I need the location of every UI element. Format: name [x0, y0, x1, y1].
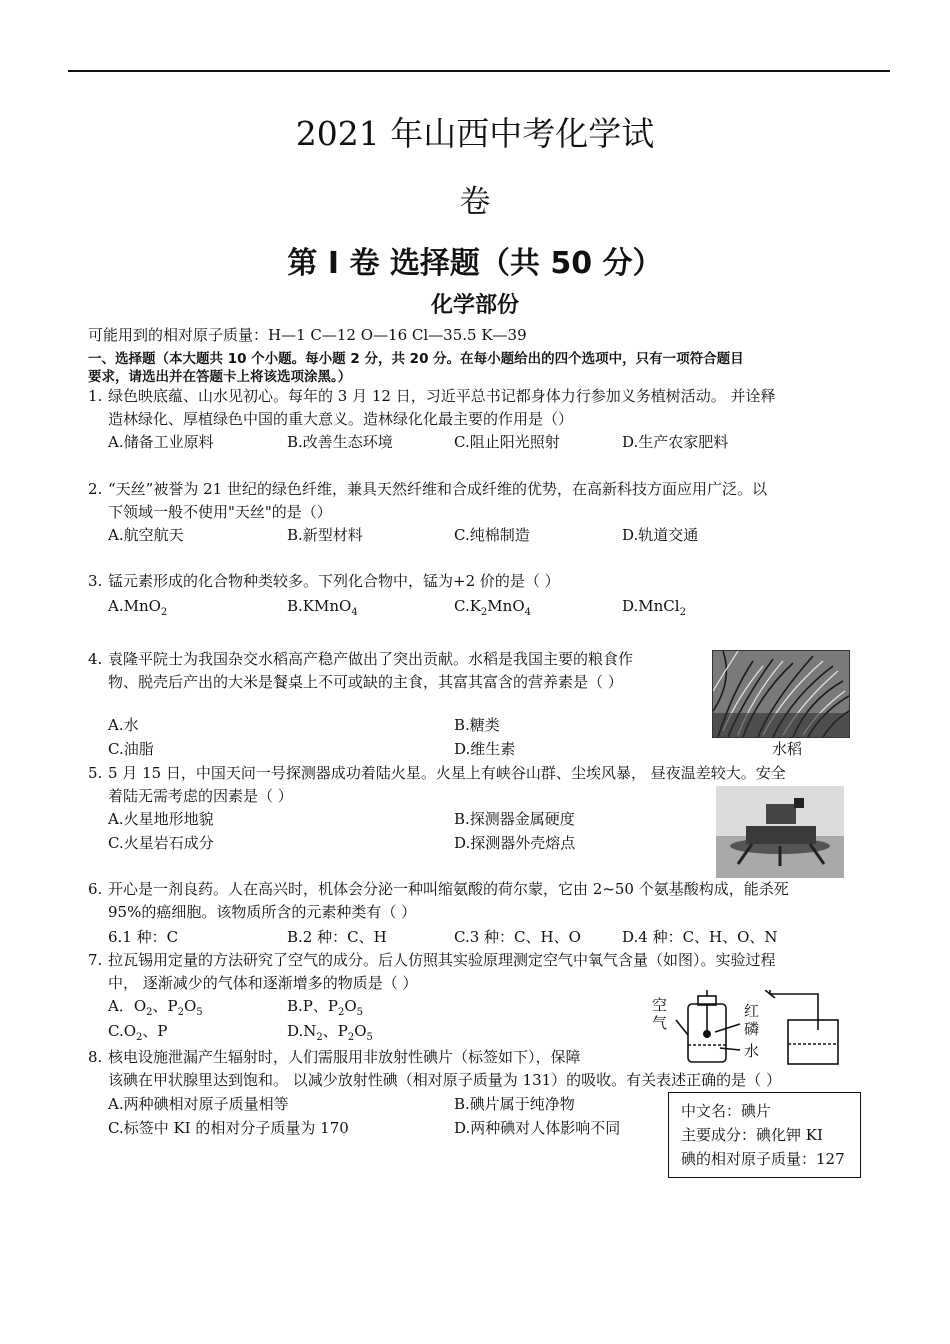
option-b: B.KMnO$_4$	[287, 597, 358, 618]
question-text: “天丝”被誉为 21 世纪的绿色纤维，兼具天然纤维和合成纤维的优势，在高新科技方面应用广泛。以	[108, 480, 767, 498]
option-c: $C.K_2MnO_4$	[454, 597, 531, 618]
mars-rover-photo	[716, 786, 844, 878]
question-text: 95%的癌细胞。该物质所含的元素种类有（ ）	[108, 903, 417, 921]
instructions-line1: 一、选择题（本大题共 10 个小题。每小题 2 分，共 20 分。在每小题给出的四个选项中，只有一项符合题目	[88, 351, 744, 367]
question-text: 造林绿化、厚植绿色中国的重大意义。造林绿化化最主要的作用是（）	[108, 410, 574, 428]
question-text: 下领域一般不使用"天丝"的是（）	[108, 503, 332, 521]
question-4: 4. 袁隆平院士为我国杂交水稻高产稳产做出了突出贡献。水稻是我国主要的粮食作 物、脱壳后产出的大米是餐桌上不可或缺的主食，其富其富含的营养素是（ ） A.水 B.糖类 C.油脂 D.维生素 水稻	[88, 650, 803, 758]
air-label: 空气	[652, 996, 668, 1032]
question-text: 拉瓦锡用定量的方法研究了空气的成分。后人仿照其实验原理测定空气中氧气含量（如图）。实验过程	[108, 951, 776, 969]
option-c: C.标签中 KI 的相对分子质量为 170	[108, 1119, 349, 1137]
option-a: A．$O_2$、$P_2O_5$	[108, 997, 203, 1018]
question-text: 绿色映底蕴、山水见初心。每年的 3 月 12 日，习近平总书记都身体力行参加义务植树活动。 并诠释	[108, 387, 776, 405]
option-b: B.新型材料	[287, 526, 363, 544]
option-c: $C.O_2$、P	[108, 1022, 168, 1043]
option-d: D.MnCl$_2$	[622, 597, 686, 618]
question-text: 物、脱壳后产出的大米是餐桌上不可或缺的主食，其富其富含的营养素是（ ）	[108, 673, 623, 691]
option-a: A.水	[108, 716, 139, 734]
atomic-masses: 可能用到的相对原子质量：H—1 C—12 O—16 Cl—35.5 K—39	[88, 326, 527, 344]
question-1: 1. 绿色映底蕴、山水见初心。每年的 3 月 12 日，习近平总书记都身体力行参加义务植树活动。 并诠释 造林绿化、厚植绿色中国的重大意义。造林绿化化最主要的作用是（） A.储备工业原料 B.改善生态环境 C.阻止阳光照射 D.生产农家肥料	[88, 387, 776, 451]
question-text: 核电设施泄漏产生辐射时，人们需服用非放射性碘片（标签如下），保障	[108, 1048, 581, 1066]
red-phosphorus-label: 红磷	[744, 1002, 760, 1038]
rice-photo	[712, 650, 850, 738]
option-d: $D.N_2$、$P_2O_5$	[287, 1022, 373, 1043]
question-6: 6. 开心是一剂良药。人在高兴时，机体会分泌一种叫缩氨酸的荷尔蒙，它由 2~50 个氨基酸构成，能杀死 95%的癌细胞。该物质所含的元素种类有（ ） 6.1 种：C B.2 种：C、H C.3 种：C、H、O D.4 种：C、H、O、N	[88, 880, 789, 946]
iodine-tablet-label	[668, 1092, 861, 1178]
option-a: A.两种碘相对原子质量相等	[108, 1095, 289, 1113]
option-d: D.轨道交通	[622, 526, 699, 544]
option-d: D.维生素	[454, 740, 516, 758]
option-d: D.生产农家肥料	[622, 433, 729, 451]
question-text: 5 月 15 日，中国天问一号探测器成功着陆火星。火星上有峡谷山群、尘埃风暴， 昼夜温差较大。安全	[108, 764, 786, 782]
question-8: 8. 核电设施泄漏产生辐射时，人们需服用非放射性碘片（标签如下），保障 该碘在甲状腺里达到饱和。 以减少放射性碘（相对原子质量为 131）的吸收。有关表述正确的是（ ） A.两种碘相对原子质量相等 B.碘片属于纯净物 C.标签中 KI 的相对分子质量为 170 D.两种碘对人体影响不同	[88, 1048, 781, 1137]
option-d: D.两种碘对人体影响不同	[454, 1119, 621, 1137]
question-text: 袁隆平院士为我国杂交水稻高产稳产做出了突出贡献。水稻是我国主要的粮食作	[108, 650, 634, 668]
question-text: 锰元素形成的化合物种类较多。下列化合物中，锰为+2 价的是（ ）	[108, 572, 560, 590]
option-a: A.航空航天	[108, 526, 184, 544]
option-b: B.P、$P_2O_5$	[287, 997, 364, 1018]
option-c: C.3 种：C、H、O	[454, 928, 581, 946]
option-d: D.探测器外壳熔点	[454, 834, 576, 852]
section-title: 第 I 卷 选择题（共 50 分）	[287, 246, 663, 281]
top-rule	[68, 70, 890, 72]
option-c: C.火星岩石成分	[108, 834, 214, 852]
question-text: 开心是一剂良药。人在高兴时，机体会分泌一种叫缩氨酸的荷尔蒙，它由 2~50 个氨基酸构成，能杀死	[108, 880, 789, 898]
exam-title: 2021 年山西中考化学试	[295, 114, 655, 153]
question-2: 2. “天丝”被誉为 21 世纪的绿色纤维，兼具天然纤维和合成纤维的优势，在高新科技方面应用广泛。以 下领域一般不使用"天丝"的是（） A.航空航天 B.新型材料 C.纯棉制造 D.轨道交通	[88, 480, 767, 544]
rice-caption: 水稻	[772, 740, 803, 758]
question-text: 该碘在甲状腺里达到饱和。 以减少放射性碘（相对原子质量为 131）的吸收。有关表述正确的是（ ）	[108, 1071, 781, 1089]
option-b: B.改善生态环境	[287, 433, 393, 451]
option-d: D.4 种：C、H、O、N	[622, 928, 778, 946]
option-b: B.碘片属于纯净物	[454, 1095, 575, 1113]
option-c: C.阻止阳光照射	[454, 433, 560, 451]
label-name: 中文名：碘片	[681, 1102, 772, 1120]
option-a: 6.1 种：C	[108, 928, 179, 946]
label-atomic-mass: 碘的相对原子质量：127	[681, 1150, 845, 1168]
option-c: C.纯棉制造	[454, 526, 530, 544]
question-text: 着陆无需考虑的因素是（ ）	[108, 787, 293, 805]
water-label: 水	[744, 1042, 760, 1060]
option-b: B.2 种：C、H	[287, 928, 387, 946]
question-text: 中， 逐渐减少的气体和逐渐增多的物质是（ ）	[108, 974, 418, 992]
label-component: 主要成分：碘化钾 KI	[681, 1126, 823, 1144]
option-c: C.油脂	[108, 740, 154, 758]
option-b: B.糖类	[454, 716, 500, 734]
question-7: 7. 拉瓦锡用定量的方法研究了空气的成分。后人仿照其实验原理测定空气中氧气含量（如图）。实验过程 中， 逐渐减少的气体和逐渐增多的物质是（ ） A．$O_2$、$P_2O_5$ B.P、$P_2O_5$ $C.O_2$、P $D.N_2$、$P_2O_5$	[0, 949, 950, 1044]
exam-title-continued: 卷	[459, 184, 491, 220]
option-b: B.探测器金属硬度	[454, 810, 575, 828]
subsection-title: 化学部份	[430, 293, 519, 318]
option-a: A.火星地形地貌	[108, 810, 214, 828]
question-3: 3. 锰元素形成的化合物种类较多。下列化合物中，锰为+2 价的是（ ） A.MnO$_2$ B.KMnO$_4$ $C.K_2MnO_4$ D.MnCl$_2$	[0, 570, 950, 620]
question-5: 5. 5 月 15 日，中国天问一号探测器成功着陆火星。火星上有峡谷山群、尘埃风暴， 昼夜温差较大。安全 着陆无需考虑的因素是（ ） A.火星地形地貌 B.探测器金属硬度 C.火星岩石成分 D.探测器外壳熔点	[88, 764, 786, 852]
option-a: A.MnO$_2$	[108, 597, 168, 618]
instructions-line2: 要求，请选出并在答题卡上将该选项涂黑。）	[88, 369, 352, 385]
option-a: A.储备工业原料	[108, 433, 214, 451]
